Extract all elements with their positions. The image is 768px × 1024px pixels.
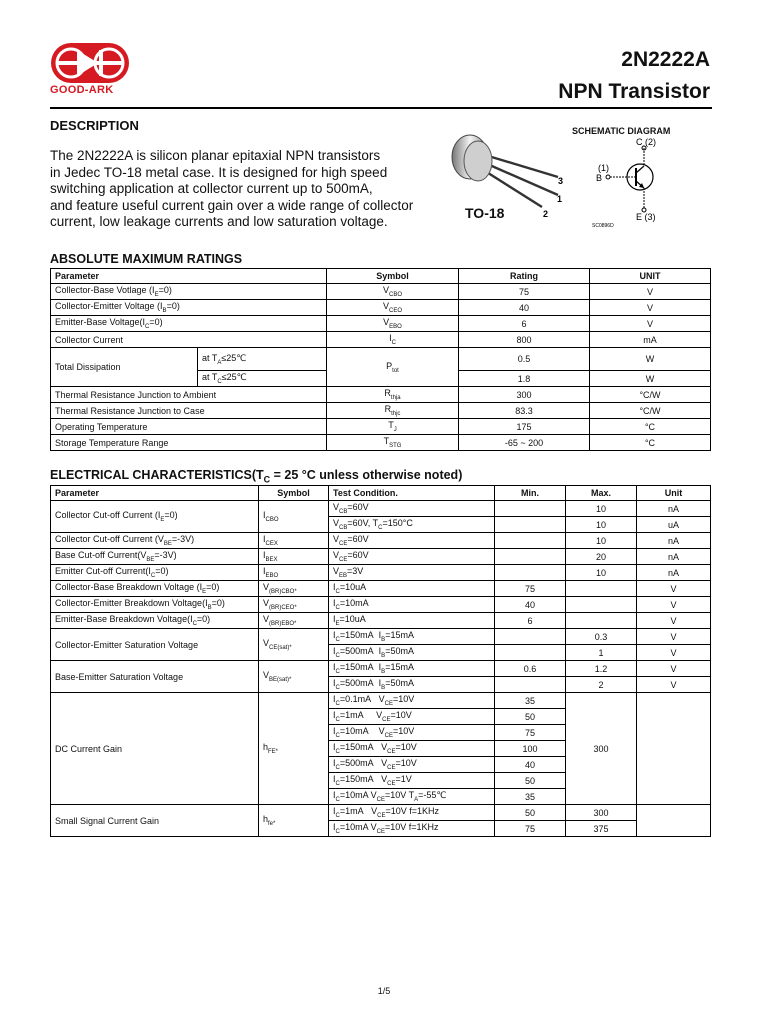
description-heading: DESCRIPTION — [50, 118, 139, 133]
symbol-cell: $V_{(BR)CEO*}$ — [259, 597, 329, 613]
table-row — [51, 419, 711, 435]
symbol-cell: $P_{tot}$ — [327, 348, 459, 387]
condition-cell: $I_C=1mA$ $V_{CE}=10V$ — [329, 709, 495, 725]
symbol-cell: $V_{CEO}$ — [327, 300, 459, 316]
unit-cell — [637, 693, 711, 805]
min-cell: 75 — [495, 821, 566, 837]
param-cell: Storage Temperature Range — [51, 435, 327, 451]
min-cell — [495, 629, 566, 645]
abs-max-title: ABSOLUTE MAXIMUM RATINGS — [50, 252, 243, 266]
table-row — [51, 403, 711, 419]
param-cell: Collector Cut-off Current $(V_{BE}=-3V)$ — [51, 533, 259, 549]
header-divider — [50, 107, 712, 109]
unit-cell: uA — [637, 517, 711, 533]
schematic-code: SC0896D — [592, 223, 614, 229]
schematic-diagram — [588, 137, 698, 232]
description-line: current, low leakage currents and low saturation voltage. — [50, 214, 388, 229]
condition-cell: $V_{CB}=60V$, $T_C=150^\circ C$ — [329, 517, 495, 533]
condition-cell: $I_C=500mA$ $I_B=50mA$ — [329, 645, 495, 661]
param-cell: Collector Cut-off Current $(I_E=0)$ — [51, 501, 259, 533]
param-cell: Emitter Cut-off $Current(I_C=0)$ — [51, 565, 259, 581]
min-cell: 0.6 — [495, 661, 566, 677]
symbol-cell: $I_{CEX}$ — [259, 533, 329, 549]
rating-cell: -65 ~ 200 — [459, 435, 590, 451]
unit-cell: V — [590, 316, 711, 332]
unit-cell: V — [637, 677, 711, 693]
param-cell: Collector-Base Breakdown Voltage $(I_E=0)$ — [51, 581, 259, 597]
table-row — [51, 316, 711, 332]
symbol-cell: $V_{EBO}$ — [327, 316, 459, 332]
part-type: NPN Transistor — [558, 80, 710, 103]
unit-cell: °C — [590, 419, 711, 435]
condition-cell: $I_C=150mA$ $I_B=15mA$ — [329, 629, 495, 645]
param-cell: Small Signal Current Gain — [51, 805, 259, 837]
condition-cell: $I_C=10mA$ $V_{CE}=10V$ $T_A=-55℃$ — [329, 789, 495, 805]
param-cell: Collector-Emitter Breakdown $Voltage(I_B=0)$ — [51, 597, 259, 613]
unit-cell: V — [637, 581, 711, 597]
max-cell: 1.2 — [566, 661, 637, 677]
unit-cell: V — [637, 629, 711, 645]
description-line: switching application at collector current up to 500mA, — [50, 181, 373, 196]
condition-cell: $I_C=500mA$ $V_{CE}=10V$ — [329, 757, 495, 773]
condition-cell: $I_C=500mA$ $I_B=50mA$ — [329, 677, 495, 693]
condition-cell: $V_{EB}=3V$ — [329, 565, 495, 581]
table-row — [51, 387, 711, 403]
min-cell: 75 — [495, 725, 566, 741]
package-label: TO-18 — [465, 205, 505, 221]
page-number: 1/5 — [377, 986, 391, 996]
symbol-cell: $V_{BE(sat)*}$ — [259, 661, 329, 693]
rating-cell: 75 — [459, 284, 590, 300]
condition-cell: $I_C=10mA$ $V_{CE}=10V$ f=1KHz — [329, 821, 495, 837]
param-cell: Thermal Resistance Junction to Ambient — [51, 387, 327, 403]
max-cell: 1 — [566, 645, 637, 661]
min-cell: 40 — [495, 597, 566, 613]
condition-cell: $I_C=10mA$ $V_{CE}=10V$ — [329, 725, 495, 741]
param-cell: Collector-Emitter Voltage $(I_B=0)$ — [51, 300, 327, 316]
min-cell: 35 — [495, 693, 566, 709]
rating-cell: 175 — [459, 419, 590, 435]
param-cell: Base-Emitter Saturation Voltage — [51, 661, 259, 693]
min-cell: 35 — [495, 789, 566, 805]
header-cell: Unit — [637, 486, 711, 501]
unit-cell: nA — [637, 565, 711, 581]
max-cell: 10 — [566, 533, 637, 549]
symbol-cell: $I_{BEX}$ — [259, 549, 329, 565]
rating-cell: 1.8 — [459, 371, 590, 387]
min-cell: 6 — [495, 613, 566, 629]
rating-cell: 83.3 — [459, 403, 590, 419]
unit-cell: V — [637, 613, 711, 629]
unit-cell: mA — [590, 332, 711, 348]
to18-package-drawing — [440, 125, 580, 225]
param-cell: DC Current Gain — [51, 693, 259, 805]
pin-label-1: 1 — [557, 194, 563, 204]
min-cell — [495, 533, 566, 549]
max-cell: 10 — [566, 565, 637, 581]
unit-cell: nA — [637, 549, 711, 565]
table-row — [51, 501, 711, 517]
unit-cell: V — [590, 284, 711, 300]
symbol-cell: $T_{STG}$ — [327, 435, 459, 451]
param-cell: Collector-Emitter Saturation Voltage — [51, 629, 259, 661]
max-cell: 10 — [566, 501, 637, 517]
table-row — [51, 597, 711, 613]
schematic-base-label: (1) — [598, 163, 609, 173]
header-cell: Test Condition. — [329, 486, 495, 501]
min-cell: 50 — [495, 709, 566, 725]
symbol-cell: $V_{(BR)CBO*}$ — [259, 581, 329, 597]
rating-cell: 300 — [459, 387, 590, 403]
unit-cell: °C — [590, 435, 711, 451]
symbol-cell: $I_{CBO}$ — [259, 501, 329, 533]
min-cell: 100 — [495, 741, 566, 757]
min-cell — [495, 565, 566, 581]
table-row — [51, 549, 711, 565]
abs-max-table — [50, 268, 711, 451]
unit-cell: V — [637, 661, 711, 677]
symbol-cell: $V_{CBO}$ — [327, 284, 459, 300]
condition-cell: $I_C=0.1mA$ $V_{CE}=10V$ — [329, 693, 495, 709]
description-text — [50, 148, 430, 231]
unit-cell: V — [590, 300, 711, 316]
max-cell: 300 — [566, 693, 637, 805]
table-row — [51, 533, 711, 549]
condition-cell: $I_E=10uA$ — [329, 613, 495, 629]
condition-cell: $I_C=150mA$ $V_{CE}=10V$ — [329, 741, 495, 757]
schematic-base-letter: B — [596, 173, 603, 183]
max-cell: 300 — [566, 805, 637, 821]
table-row — [51, 435, 711, 451]
condition-cell: at $T_A\le 25℃$ — [198, 348, 327, 371]
min-cell — [495, 501, 566, 517]
unit-cell: nA — [637, 533, 711, 549]
condition-cell: $I_C=10mA$ — [329, 597, 495, 613]
part-number: 2N2222A — [621, 48, 710, 71]
table-row — [51, 629, 711, 645]
table-row — [51, 300, 711, 316]
param-cell: Base Cut-off $Current(V_{BE}=-3V)$ — [51, 549, 259, 565]
rating-cell: 800 — [459, 332, 590, 348]
min-cell: 40 — [495, 757, 566, 773]
param-cell: Operating Temperature — [51, 419, 327, 435]
condition-cell: $V_{CE}=60V$ — [329, 549, 495, 565]
table-row — [51, 284, 711, 300]
unit-cell: W — [590, 371, 711, 387]
table-row — [51, 332, 711, 348]
max-cell — [566, 581, 637, 597]
param-cell: Emitter-Base $Voltage(I_C=0)$ — [51, 316, 327, 332]
table-row — [51, 693, 711, 709]
condition-cell: $V_{CB}=60V$ — [329, 501, 495, 517]
condition-cell: $I_C=150mA$ $I_B=15mA$ — [329, 661, 495, 677]
condition-cell: $I_C=10uA$ — [329, 581, 495, 597]
description-line: in Jedec TO-18 metal case. It is designed for high speed — [50, 164, 388, 180]
symbol-cell: $h_{FE*}$ — [259, 693, 329, 805]
schematic-title: SCHEMATIC DIAGRAM — [572, 126, 671, 136]
max-cell: 20 — [566, 549, 637, 565]
symbol-cell: $R_{thja}$ — [327, 387, 459, 403]
min-cell: 50 — [495, 805, 566, 821]
max-cell — [566, 613, 637, 629]
pin-label-3: 3 — [558, 176, 564, 186]
symbol-cell: $T_J$ — [327, 419, 459, 435]
schematic-emitter-label: E (3) — [636, 212, 656, 222]
param-cell: Emitter-Base Breakdown $Voltage(I_C=0)$ — [51, 613, 259, 629]
rating-cell: 40 — [459, 300, 590, 316]
brand-name: GOOD-ARK — [50, 84, 114, 96]
condition-cell: at $T_C\le 25℃$ — [198, 371, 327, 387]
symbol-cell: $V_{CE(sat)*}$ — [259, 629, 329, 661]
table-row — [51, 348, 711, 371]
max-cell: 2 — [566, 677, 637, 693]
table-row — [51, 613, 711, 629]
symbol-cell: $h_{fe*}$ — [259, 805, 329, 837]
condition-cell: $I_C=150mA$ $V_{CE}=1V$ — [329, 773, 495, 789]
symbol-cell: $V_{(BR)EBO*}$ — [259, 613, 329, 629]
param-cell: Collector-Base Votlage $(I_E=0)$ — [51, 284, 327, 300]
unit-cell: W — [590, 348, 711, 371]
electrical-title: ELECTRICAL $CHARACTERISTICS(T_C = 25$ °C unless otherwise noted) — [50, 468, 463, 485]
header-cell: Parameter — [51, 269, 327, 284]
header-cell: Max. — [566, 486, 637, 501]
electrical-table — [50, 485, 711, 837]
symbol-cell: $R_{thjc}$ — [327, 403, 459, 419]
header-cell: Symbol — [259, 486, 329, 501]
table-row — [51, 805, 711, 821]
schematic-collector-label: C (2) — [636, 137, 656, 147]
table-row — [51, 565, 711, 581]
header-cell: Rating — [459, 269, 590, 284]
max-cell: 10 — [566, 517, 637, 533]
max-cell: 375 — [566, 821, 637, 837]
min-cell — [495, 645, 566, 661]
table-row — [51, 581, 711, 597]
table-header-row — [51, 269, 711, 284]
min-cell — [495, 517, 566, 533]
symbol-cell: $I_{EBO}$ — [259, 565, 329, 581]
pin-label-2: 2 — [543, 209, 549, 219]
condition-cell: $V_{CE}=60V$ — [329, 533, 495, 549]
param-cell: Collector Current — [51, 332, 327, 348]
min-cell: 50 — [495, 773, 566, 789]
header-cell: Symbol — [327, 269, 459, 284]
max-cell: 0.3 — [566, 629, 637, 645]
unit-cell: V — [637, 645, 711, 661]
description-line: The 2N2222A is silicon planar epitaxial NPN transistors — [50, 148, 381, 163]
max-cell — [566, 597, 637, 613]
condition-cell: $I_C=1mA$ $V_{CE}=10V$ f=1KHz — [329, 805, 495, 821]
table-header-row — [51, 486, 711, 501]
header-cell: Parameter — [51, 486, 259, 501]
unit-cell: °C/W — [590, 387, 711, 403]
param-cell: Total Dissipation — [51, 348, 198, 387]
description-line: and feature useful current gain over a wide range of collector — [50, 197, 414, 213]
rating-cell: 0.5 — [459, 348, 590, 371]
min-cell — [495, 549, 566, 565]
header-cell: UNIT — [590, 269, 711, 284]
unit-cell: nA — [637, 501, 711, 517]
symbol-cell: $I_C$ — [327, 332, 459, 348]
header-cell: Min. — [495, 486, 566, 501]
param-cell: Thermal Resistance Junction to Case — [51, 403, 327, 419]
table-row — [51, 661, 711, 677]
unit-cell — [637, 805, 711, 837]
rating-cell: 6 — [459, 316, 590, 332]
min-cell — [495, 677, 566, 693]
unit-cell: °C/W — [590, 403, 711, 419]
unit-cell: V — [637, 597, 711, 613]
min-cell: 75 — [495, 581, 566, 597]
